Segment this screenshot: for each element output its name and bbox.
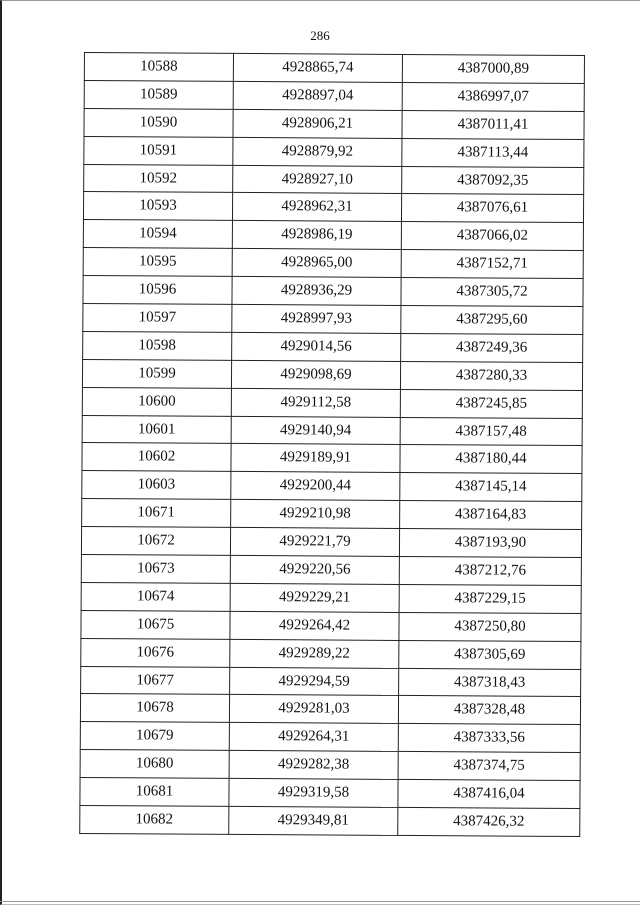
table-row: [81, 666, 581, 697]
coordinates-table-body: [80, 53, 585, 837]
point-number-cell: 10673: [81, 555, 230, 584]
y-coordinate-cell: 4387426,32: [398, 807, 580, 836]
y-coordinate-cell: 4387333,56: [398, 724, 580, 753]
table-row: [81, 638, 581, 669]
y-coordinate-cell: 4387164,83: [400, 501, 582, 530]
point-number-cell: 10676: [81, 638, 230, 667]
y-coordinate-cell: 4386997,07: [402, 82, 584, 111]
x-coordinate-cell: 4928906,21: [233, 109, 402, 138]
y-coordinate-cell: 4387113,44: [402, 138, 584, 167]
y-coordinate-cell: 4387152,71: [401, 250, 583, 279]
table-row: [84, 164, 584, 195]
x-coordinate-cell: 4929229,21: [230, 583, 399, 612]
x-coordinate-cell: 4929220,56: [230, 555, 399, 584]
point-number-cell: 10600: [82, 387, 231, 416]
point-number-cell: 10601: [82, 415, 231, 444]
x-coordinate-cell: 4929210,98: [231, 500, 400, 529]
table-row: [82, 387, 582, 418]
table-row: [81, 555, 581, 586]
y-coordinate-cell: 4387305,69: [399, 640, 581, 669]
table-row: [83, 331, 583, 362]
x-coordinate-cell: 4929112,58: [231, 388, 400, 417]
x-coordinate-cell: 4928897,04: [233, 81, 402, 110]
point-number-cell: 10594: [83, 220, 232, 249]
x-coordinate-cell: 4929349,81: [229, 806, 398, 835]
y-coordinate-cell: 4387328,48: [398, 696, 580, 725]
point-number-cell: 10671: [82, 499, 231, 528]
x-coordinate-cell: 4929014,56: [232, 332, 401, 361]
point-number-cell: 10681: [80, 778, 229, 807]
x-coordinate-cell: 4928936,29: [232, 277, 401, 306]
table-row: [83, 220, 583, 251]
table-row: [82, 443, 582, 474]
point-number-cell: 10590: [84, 108, 233, 137]
x-coordinate-cell: 4929264,31: [229, 723, 398, 752]
y-coordinate-cell: 4387212,76: [399, 556, 581, 585]
y-coordinate-cell: 4387416,04: [398, 780, 580, 809]
point-number-cell: 10589: [84, 80, 233, 109]
y-coordinate-cell: 4387145,14: [400, 473, 582, 502]
y-coordinate-cell: 4387305,72: [401, 278, 583, 307]
point-number-cell: 10603: [82, 471, 231, 500]
table-row: [84, 53, 584, 84]
table-row: [80, 694, 580, 725]
y-coordinate-cell: 4387076,61: [401, 194, 583, 223]
point-number-cell: 10674: [81, 582, 230, 611]
x-coordinate-cell: 4928965,00: [232, 249, 401, 278]
table-row: [80, 750, 580, 781]
table-row: [82, 359, 582, 390]
y-coordinate-cell: 4387250,80: [399, 612, 581, 641]
table-row: [81, 610, 581, 641]
x-coordinate-cell: 4928962,31: [232, 193, 401, 222]
x-coordinate-cell: 4928986,19: [232, 221, 401, 250]
x-coordinate-cell: 4929200,44: [231, 472, 400, 501]
x-coordinate-cell: 4929319,58: [229, 779, 398, 808]
y-coordinate-cell: 4387249,36: [401, 333, 583, 362]
table-row: [82, 415, 582, 446]
table-row: [81, 527, 581, 558]
y-coordinate-cell: 4387318,43: [399, 668, 581, 697]
x-coordinate-cell: 4929282,38: [229, 751, 398, 780]
table-row: [82, 471, 582, 502]
point-number-cell: 10591: [84, 136, 233, 165]
point-number-cell: 10677: [81, 666, 230, 695]
x-coordinate-cell: 4929098,69: [231, 360, 400, 389]
table-row: [84, 80, 584, 111]
x-coordinate-cell: 4928865,74: [233, 53, 402, 82]
x-coordinate-cell: 4928997,93: [232, 304, 401, 333]
y-coordinate-cell: 4387280,33: [400, 361, 582, 390]
table-row: [83, 276, 583, 307]
table-row: [84, 108, 584, 139]
point-number-cell: 10592: [84, 164, 233, 193]
y-coordinate-cell: 4387374,75: [398, 752, 580, 781]
table-row: [80, 778, 580, 809]
table-row: [80, 806, 580, 837]
coordinates-table-container: [79, 52, 584, 837]
y-coordinate-cell: 4387295,60: [401, 305, 583, 334]
point-number-cell: 10678: [80, 694, 229, 723]
point-number-cell: 10680: [80, 750, 229, 779]
y-coordinate-cell: 4387157,48: [400, 417, 582, 446]
point-number-cell: 10599: [82, 359, 231, 388]
x-coordinate-cell: 4929281,03: [229, 695, 398, 724]
coordinates-table: [79, 52, 585, 837]
table-row: [83, 304, 583, 335]
point-number-cell: 10682: [80, 806, 229, 835]
x-coordinate-cell: 4929140,94: [231, 416, 400, 445]
bottom-rule: [0, 901, 640, 902]
point-number-cell: 10593: [83, 192, 232, 221]
point-number-cell: 10595: [83, 248, 232, 277]
table-row: [80, 722, 580, 753]
y-coordinate-cell: 4387000,89: [402, 54, 584, 83]
point-number-cell: 10588: [84, 53, 233, 82]
point-number-cell: 10596: [83, 276, 232, 305]
x-coordinate-cell: 4929289,22: [230, 639, 399, 668]
x-coordinate-cell: 4928879,92: [233, 137, 402, 166]
point-number-cell: 10602: [82, 443, 231, 472]
y-coordinate-cell: 4387193,90: [399, 529, 581, 558]
y-coordinate-cell: 4387011,41: [402, 110, 584, 139]
y-coordinate-cell: 4387066,02: [401, 222, 583, 251]
table-row: [82, 499, 582, 530]
x-coordinate-cell: 4928927,10: [233, 165, 402, 194]
x-coordinate-cell: 4929294,59: [230, 667, 399, 696]
x-coordinate-cell: 4929221,79: [230, 528, 399, 557]
table-row: [83, 248, 583, 279]
table-row: [81, 582, 581, 613]
y-coordinate-cell: 4387229,15: [399, 584, 581, 613]
point-number-cell: 10672: [81, 527, 230, 556]
point-number-cell: 10597: [83, 304, 232, 333]
x-coordinate-cell: 4929189,91: [231, 444, 400, 473]
y-coordinate-cell: 4387180,44: [400, 445, 582, 474]
table-row: [84, 136, 584, 167]
point-number-cell: 10675: [81, 610, 230, 639]
x-coordinate-cell: 4929264,42: [230, 611, 399, 640]
y-coordinate-cell: 4387245,85: [400, 389, 582, 418]
point-number-cell: 10679: [80, 722, 229, 751]
table-row: [83, 192, 583, 223]
y-coordinate-cell: 4387092,35: [402, 166, 584, 195]
point-number-cell: 10598: [83, 331, 232, 360]
page-number: 286: [310, 28, 330, 43]
